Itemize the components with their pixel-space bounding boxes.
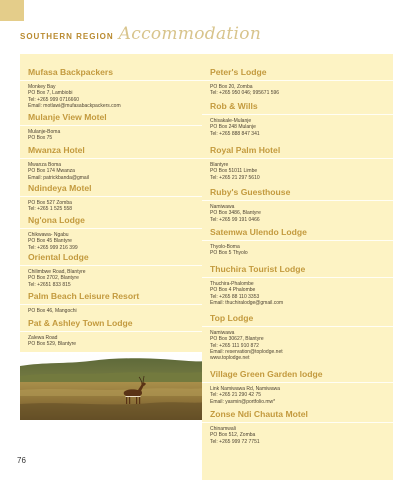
page-number: 76 — [17, 456, 26, 465]
title-divider — [202, 240, 393, 241]
listing-line: PO Box 20, Zomba — [210, 84, 253, 90]
listing-line: Email: patrickbanda@gmail — [28, 174, 89, 181]
title-divider — [202, 80, 393, 81]
listing-line: PO Box 7, Lambiobi — [28, 90, 73, 97]
title-divider — [20, 80, 204, 81]
title-divider — [20, 265, 204, 266]
region-label: SOUTHERN REGION — [20, 32, 114, 41]
section-header — [20, 24, 261, 48]
listing-line: Link Namiwawa Rd, Namiwawa — [210, 386, 281, 392]
listing-entry — [210, 67, 387, 97]
listing-line: Tel: +265 111 910 872 — [210, 342, 259, 349]
listing-title: Zonse Ndi Chauta Motel — [210, 409, 308, 419]
listing-entry — [28, 252, 198, 288]
listing-entry — [210, 369, 387, 405]
listing-title: Satemwa Ulendo Lodge — [210, 227, 307, 237]
listing-line: Tel: +265 950 046; 995671 596 — [210, 90, 280, 97]
listing-line: Tel: +2651 833 815 — [28, 281, 71, 288]
title-divider — [202, 200, 393, 201]
title-divider — [20, 331, 204, 332]
listing-line: Tel: +265 21 297 5610 — [210, 174, 260, 181]
listing-line: Email: yasmin@portfolio.mw* — [210, 398, 276, 405]
title-divider — [20, 196, 204, 197]
title-divider — [20, 304, 204, 305]
listing-line: Email: reservation@toplodge.net — [210, 348, 283, 355]
listing-entry — [28, 183, 198, 213]
listing-entry — [210, 313, 387, 361]
listing-line: Email: thuchiralodge@gmail.com — [210, 299, 284, 306]
listing-line: Mwanza Boma — [28, 162, 62, 168]
listing-line: Namiwawa — [210, 330, 235, 336]
listing-title: Palm Beach Leisure Resort — [28, 291, 140, 301]
listing-line: Tel: +265 888 847 341 — [210, 130, 260, 137]
listing-line: Namiwawa — [210, 204, 235, 210]
listing-title: Mulanje View Motel — [28, 112, 107, 122]
listing-entry — [210, 227, 387, 257]
listing-line: PO Box 529, Blantyre — [28, 341, 77, 348]
listing-line: PO Box 512, Zomba — [210, 432, 256, 439]
title-divider — [20, 158, 204, 159]
listing-line: Tel: +265 99 191 0466 — [210, 216, 260, 223]
listing-line: PO Box 2702, Blantyre — [28, 275, 79, 282]
listing-title: Ng'ona Lodge — [28, 215, 85, 225]
listing-title: Village Green Garden lodge — [210, 369, 323, 379]
listing-line: Thuchira-Phalombe — [210, 281, 254, 287]
listing-line: Thyolo-Boma — [210, 244, 240, 250]
listing-line: Chikwawa- Ngabu — [28, 232, 69, 238]
listing-line: PO Box 4 Phalombe — [210, 287, 256, 294]
listing-line: Chisakale-Mulanje — [210, 118, 252, 124]
title-divider — [20, 228, 204, 229]
listing-entry — [210, 187, 387, 223]
listing-line: PO Box 51011 Limbe — [210, 168, 258, 175]
title-divider — [202, 158, 393, 159]
corner-tab — [0, 0, 24, 21]
title-divider — [202, 114, 393, 115]
listing-title: Oriental Lodge — [28, 252, 89, 262]
listing-line: Chinamwali — [210, 426, 236, 432]
listing-line: PO Box 527 Zomba — [28, 200, 72, 206]
listing-line: Tel: +265 88 110 3353 — [210, 293, 260, 300]
listing-line: www.toplodge.net — [210, 355, 250, 362]
listing-entry — [210, 145, 387, 181]
listing-entry — [28, 112, 198, 142]
listing-entry — [28, 67, 198, 109]
listing-line: PO Box 248 Mulanje — [210, 124, 256, 131]
listing-entry — [210, 264, 387, 306]
listing-line: PO Box 75 — [28, 135, 53, 142]
listing-title: Thuchira Tourist Lodge — [210, 264, 306, 274]
listing-line: PO Box 3486, Blantyre — [210, 210, 261, 217]
listing-entry — [210, 101, 387, 137]
listing-title: Mwanza Hotel — [28, 145, 85, 155]
listing-title: Ruby's Guesthouse — [210, 187, 291, 197]
title-divider — [202, 326, 393, 327]
listing-line: Zalewa Road — [28, 335, 58, 341]
listing-title: Ndindeya Motel — [28, 183, 92, 193]
listing-line: Tel: +265 1 525 558 — [28, 206, 73, 213]
listing-line: Mulanje-Boma — [28, 129, 61, 135]
listing-line: Blantyre — [210, 162, 229, 168]
listing-entry — [28, 318, 198, 348]
listing-line: Tel: +265 21 290 42 75 — [210, 392, 262, 399]
listing-title: Pat & Ashley Town Lodge — [28, 318, 133, 328]
section-script-title: Accommodation — [118, 24, 262, 44]
listing-title: Royal Palm Hotel — [210, 145, 281, 155]
title-divider — [202, 422, 393, 423]
listing-line: Tel: +265 999 216 399 — [28, 244, 78, 251]
title-divider — [20, 125, 204, 126]
listing-line: Tel: +265 999 0716660 — [28, 96, 80, 103]
listing-line: PO Box 174 Mwanza — [28, 168, 75, 175]
listing-line: Tel: +265 999 72 7751 — [210, 438, 260, 445]
listing-entry — [28, 291, 198, 314]
right-column — [202, 54, 393, 480]
listing-entry — [210, 409, 387, 445]
listing-title: Peter's Lodge — [210, 67, 267, 77]
antelope-grassland-photo — [20, 352, 204, 420]
listing-line: Email: motlawi@mufasabackpackers.com — [28, 102, 121, 109]
listing-line: PO Box 45 Blantyre — [28, 238, 72, 245]
title-divider — [202, 382, 393, 383]
listing-entry — [28, 145, 198, 181]
listing-line: PO Box 46, Mangochi — [28, 308, 77, 314]
title-divider — [202, 277, 393, 278]
listing-title: Top Lodge — [210, 313, 254, 323]
listing-title: Mufasa Backpackers — [28, 67, 114, 77]
listing-title: Rob & Wills — [210, 101, 258, 111]
listing-line: Monkey Bay — [28, 84, 56, 90]
listing-entry — [28, 215, 198, 251]
listing-line: PO Box 30627, Blantyre — [210, 336, 264, 343]
listing-line: PO Box 5 Thyolo — [210, 250, 248, 257]
listing-line: Chilimbwe Road, Blantyre — [28, 269, 86, 275]
